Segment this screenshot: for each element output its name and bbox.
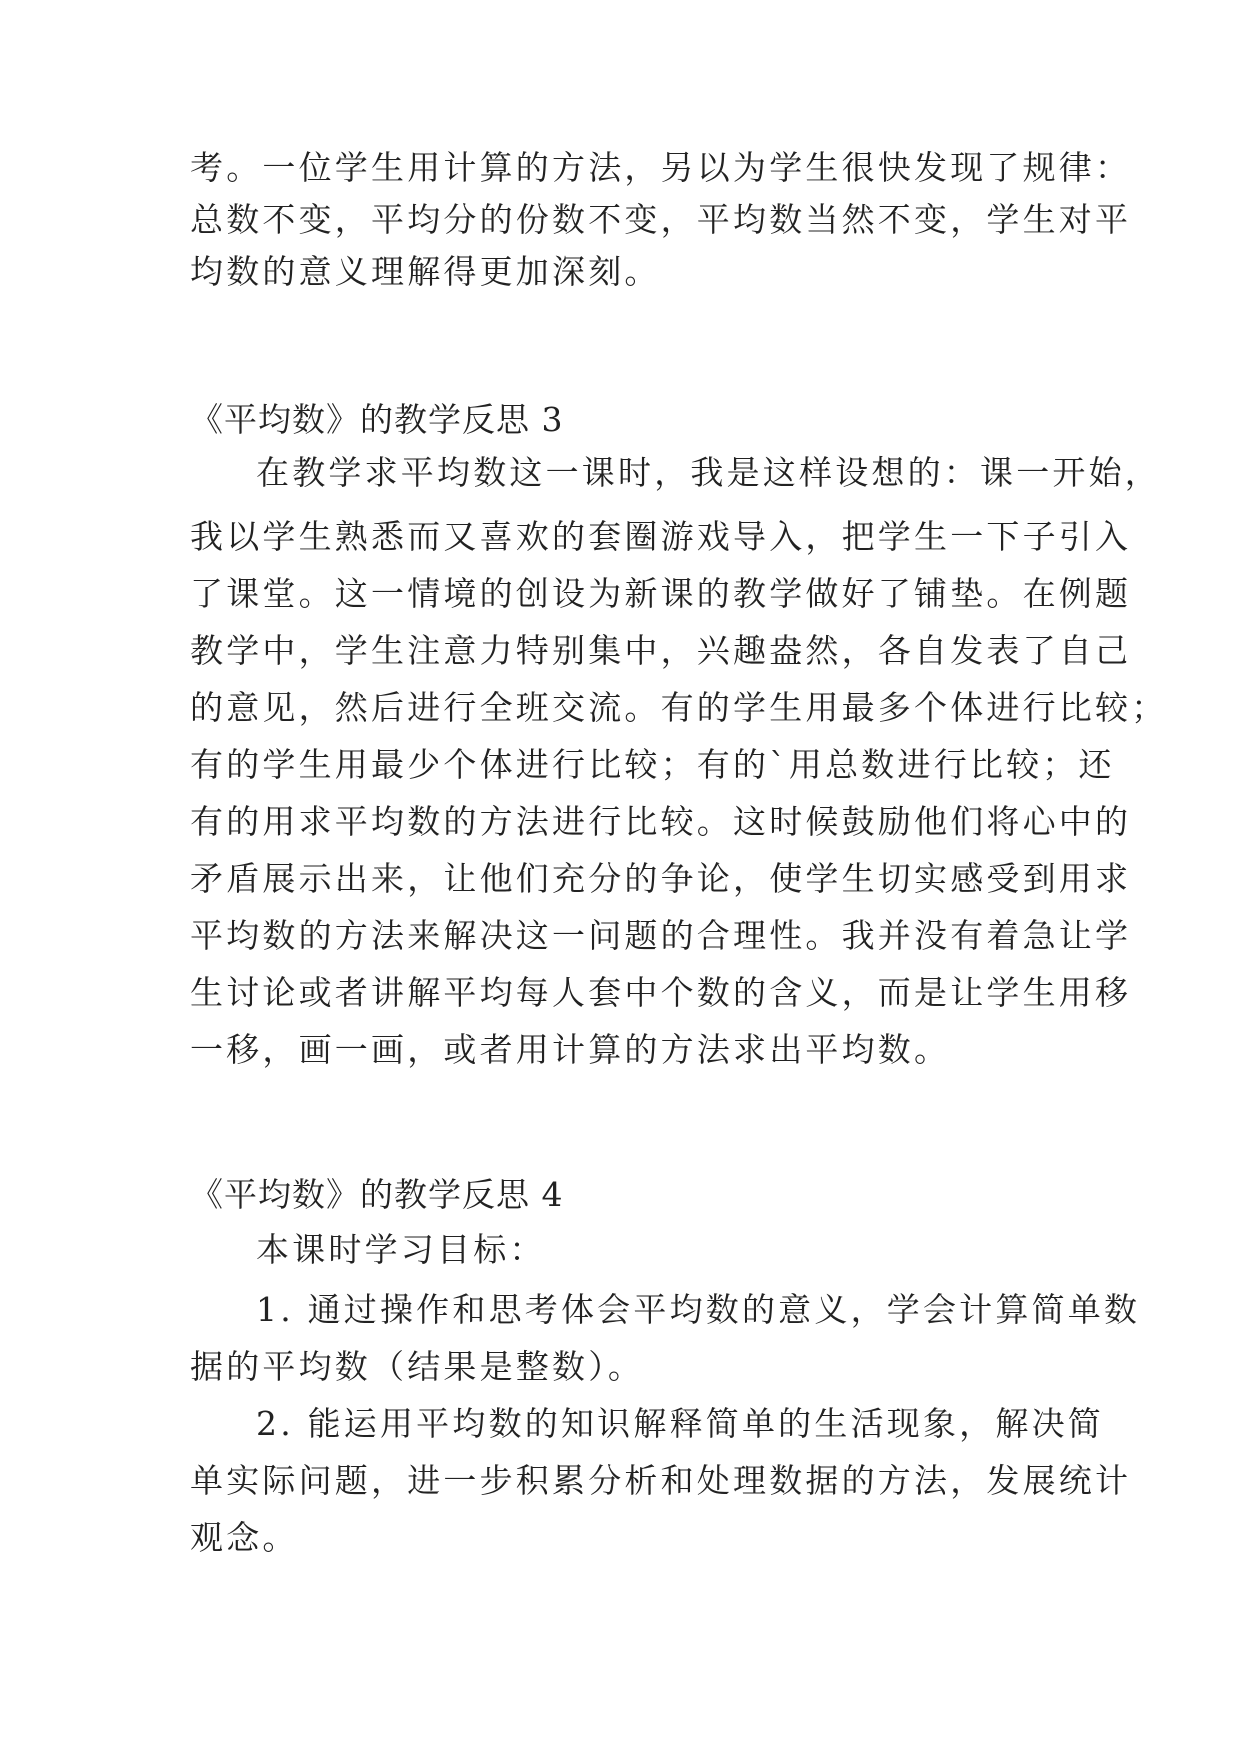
text-line: 教学中，学生注意力特别集中，兴趣盎然，各自发表了自己 <box>190 631 1132 670</box>
text-line: 1. 通过操作和思考体会平均数的意义，学会计算简单数 <box>256 1290 1141 1329</box>
text-line: 据的平均数（结果是整数）。 <box>190 1347 645 1386</box>
text-line: 考。一位学生用计算的方法，另以为学生很快发现了规律： <box>190 148 1132 187</box>
text-line: 了课堂。这一情境的创设为新课的教学做好了铺垫。在例题 <box>190 574 1132 613</box>
text-line: 矛盾展示出来，让他们充分的争论，使学生切实感受到用求 <box>190 859 1132 898</box>
text-line: 平均数的方法来解决这一问题的合理性。我并没有着急让学 <box>190 916 1132 955</box>
text-line: 有的用求平均数的方法进行比较。这时候鼓励他们将心中的 <box>190 802 1132 841</box>
section-heading: 《平均数》的教学反思 4 <box>190 1175 564 1214</box>
text-line: 的意见，然后进行全班交流。有的学生用最多个体进行比较； <box>190 688 1168 727</box>
text-line: 在教学求平均数这一课时，我是这样设想的：课一开始， <box>256 453 1161 492</box>
text-line: 一移，画一画，或者用计算的方法求出平均数。 <box>190 1030 951 1069</box>
text-line: 有的学生用最少个体进行比较；有的`用总数进行比较；还 <box>190 745 1115 784</box>
text-line: 观念。 <box>190 1518 299 1557</box>
text-line: 均数的意义理解得更加深刻。 <box>190 252 661 291</box>
text-line: 单实际问题，进一步积累分析和处理数据的方法，发展统计 <box>190 1461 1132 1500</box>
text-line: 我以学生熟悉而又喜欢的套圈游戏导入，把学生一下子引入 <box>190 517 1132 556</box>
text-line: 生讨论或者讲解平均每人套中个数的含义，而是让学生用移 <box>190 973 1132 1012</box>
text-line: 总数不变，平均分的份数不变，平均数当然不变，学生对平 <box>190 200 1132 239</box>
text-line: 本课时学习目标： <box>256 1230 546 1269</box>
section-heading: 《平均数》的教学反思 3 <box>190 400 564 439</box>
text-line: 2. 能运用平均数的知识解释简单的生活现象，解决简 <box>256 1404 1104 1443</box>
